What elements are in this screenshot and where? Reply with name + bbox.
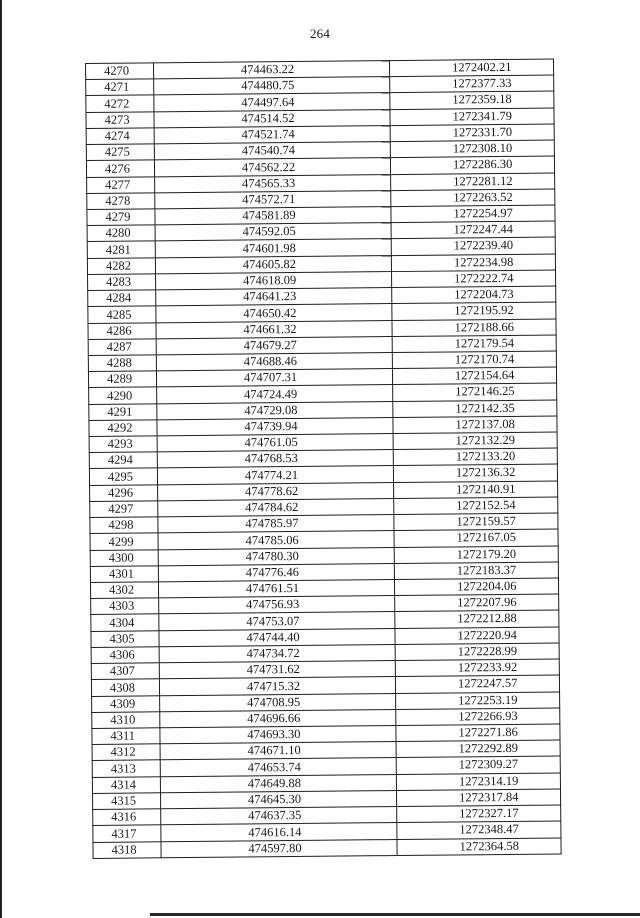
y-coordinate-cell: 1272159.57 [394, 513, 558, 531]
row-number-cell: 4296 [90, 485, 158, 502]
y-coordinate-cell: 1272253.19 [396, 692, 560, 710]
x-coordinate-cell: 474776.46 [158, 563, 394, 581]
row-number-cell: 4279 [87, 209, 155, 226]
page-number: 264 [309, 26, 331, 41]
y-coordinate-cell: 1272314.19 [396, 773, 560, 791]
y-coordinate-cell: 1272207.96 [395, 594, 559, 612]
scan-edge-bottom [150, 913, 640, 916]
row-number-cell: 4318 [93, 841, 161, 858]
x-coordinate-cell: 474540.74 [154, 142, 390, 160]
row-number-cell: 4313 [92, 760, 160, 777]
y-coordinate-cell: 1272132.29 [393, 432, 557, 450]
row-number-cell: 4271 [86, 79, 154, 96]
row-number-cell: 4289 [88, 371, 156, 388]
y-coordinate-cell: 1272247.57 [395, 675, 559, 693]
y-coordinate-cell: 1272359.18 [390, 91, 554, 109]
row-number-cell: 4280 [87, 225, 155, 242]
y-coordinate-cell: 1272146.25 [393, 383, 557, 401]
row-number-cell: 4283 [88, 274, 156, 291]
y-coordinate-cell: 1272136.32 [393, 464, 557, 482]
row-number-cell: 4315 [93, 793, 161, 810]
y-coordinate-cell: 1272286.30 [390, 156, 554, 174]
x-coordinate-cell: 474463.22 [154, 61, 390, 79]
x-coordinate-cell: 474724.49 [157, 385, 393, 403]
row-number-cell: 4293 [89, 436, 157, 453]
row-number-cell: 4307 [91, 663, 159, 680]
x-coordinate-cell: 474653.74 [160, 758, 396, 776]
x-coordinate-cell: 474521.74 [154, 125, 390, 143]
y-coordinate-cell: 1272188.66 [392, 318, 556, 336]
y-coordinate-cell: 1272327.17 [397, 805, 561, 823]
y-coordinate-cell: 1272195.92 [392, 302, 556, 320]
y-coordinate-cell: 1272179.54 [392, 335, 556, 353]
y-coordinate-cell: 1272234.98 [391, 254, 555, 272]
x-coordinate-cell: 474679.27 [156, 336, 392, 354]
table-row [93, 837, 561, 858]
x-coordinate-cell: 474645.30 [161, 790, 397, 808]
y-coordinate-cell: 1272309.27 [396, 756, 560, 774]
x-coordinate-cell: 474784.62 [158, 498, 394, 516]
row-number-cell: 4302 [90, 582, 158, 599]
row-number-cell: 4273 [86, 111, 154, 128]
x-coordinate-cell: 474497.64 [154, 93, 390, 111]
x-coordinate-cell: 474581.89 [155, 207, 391, 225]
y-coordinate-cell: 1272281.12 [391, 173, 555, 191]
row-number-cell: 4275 [86, 144, 154, 161]
x-coordinate-cell: 474785.97 [158, 515, 394, 533]
row-number-cell: 4277 [87, 176, 155, 193]
x-coordinate-cell: 474731.62 [159, 661, 395, 679]
y-coordinate-cell: 1272341.79 [390, 108, 554, 126]
x-coordinate-cell: 474661.32 [156, 320, 392, 338]
x-coordinate-cell: 474671.10 [160, 742, 396, 760]
y-coordinate-cell: 1272154.64 [392, 367, 556, 385]
x-coordinate-cell: 474649.88 [160, 774, 396, 792]
y-coordinate-cell: 1272179.20 [394, 546, 558, 564]
x-coordinate-cell: 474739.94 [157, 417, 393, 435]
y-coordinate-cell: 1272212.88 [395, 610, 559, 628]
y-coordinate-cell: 1272292.89 [396, 740, 560, 758]
y-coordinate-cell: 1272170.74 [392, 351, 556, 369]
row-number-cell: 4312 [92, 744, 160, 761]
row-number-cell: 4288 [88, 355, 156, 372]
row-number-cell: 4301 [90, 566, 158, 583]
x-coordinate-cell: 474641.23 [156, 288, 392, 306]
row-number-cell: 4285 [88, 306, 156, 323]
x-coordinate-cell: 474650.42 [156, 304, 392, 322]
row-number-cell: 4294 [89, 452, 157, 469]
row-number-cell: 4305 [91, 630, 159, 647]
row-number-cell: 4270 [86, 63, 154, 80]
y-coordinate-cell: 1272247.44 [391, 221, 555, 239]
row-number-cell: 4317 [93, 825, 161, 842]
x-coordinate-cell: 474616.14 [161, 823, 397, 841]
x-coordinate-cell: 474592.05 [155, 223, 391, 241]
x-coordinate-cell: 474778.62 [158, 482, 394, 500]
row-number-cell: 4281 [87, 241, 155, 258]
x-coordinate-cell: 474597.80 [161, 839, 397, 857]
x-coordinate-cell: 474774.21 [157, 466, 393, 484]
row-number-cell: 4295 [89, 468, 157, 485]
y-coordinate-cell: 1272271.86 [396, 724, 560, 742]
y-coordinate-cell: 1272133.20 [393, 448, 557, 466]
row-number-cell: 4310 [92, 712, 160, 729]
x-coordinate-cell: 474605.82 [155, 255, 391, 273]
x-coordinate-cell: 474708.95 [160, 693, 396, 711]
row-number-cell: 4292 [89, 420, 157, 437]
x-coordinate-cell: 474785.06 [158, 531, 394, 549]
row-number-cell: 4300 [90, 549, 158, 566]
row-number-cell: 4291 [89, 403, 157, 420]
y-coordinate-cell: 1272222.74 [392, 270, 556, 288]
x-coordinate-cell: 474688.46 [156, 353, 392, 371]
row-number-cell: 4297 [90, 501, 158, 518]
y-coordinate-cell: 1272220.94 [395, 627, 559, 645]
x-coordinate-cell: 474696.66 [160, 709, 396, 727]
row-number-cell: 4278 [87, 193, 155, 210]
x-coordinate-cell: 474562.22 [154, 158, 390, 176]
row-number-cell: 4311 [92, 728, 160, 745]
row-number-cell: 4316 [93, 809, 161, 826]
x-coordinate-cell: 474707.31 [156, 369, 392, 387]
y-coordinate-cell: 1272348.47 [397, 821, 561, 839]
y-coordinate-cell: 1272204.06 [394, 578, 558, 596]
row-number-cell: 4286 [88, 322, 156, 339]
y-coordinate-cell: 1272152.54 [394, 497, 558, 515]
y-coordinate-cell: 1272308.10 [390, 140, 554, 158]
row-number-cell: 4290 [89, 387, 157, 404]
row-number-cell: 4274 [86, 128, 154, 145]
row-number-cell: 4314 [92, 776, 160, 793]
x-coordinate-cell: 474480.75 [154, 77, 390, 95]
x-coordinate-cell: 474734.72 [159, 644, 395, 662]
row-number-cell: 4309 [92, 695, 160, 712]
row-number-cell: 4298 [90, 517, 158, 534]
x-coordinate-cell: 474761.05 [157, 434, 393, 452]
y-coordinate-cell: 1272364.58 [397, 837, 561, 855]
y-coordinate-cell: 1272140.91 [394, 481, 558, 499]
row-number-cell: 4303 [91, 598, 159, 615]
coordinate-table [85, 59, 561, 858]
x-coordinate-cell: 474637.35 [161, 807, 397, 825]
x-coordinate-cell: 474761.51 [158, 580, 394, 598]
y-coordinate-cell: 1272402.21 [389, 59, 553, 77]
y-coordinate-cell: 1272233.92 [395, 659, 559, 677]
x-coordinate-cell: 474565.33 [155, 174, 391, 192]
x-coordinate-cell: 474780.30 [158, 547, 394, 565]
row-number-cell: 4308 [91, 679, 159, 696]
x-coordinate-cell: 474715.32 [159, 677, 395, 695]
data-table [85, 58, 562, 858]
y-coordinate-cell: 1272137.08 [393, 416, 557, 434]
x-coordinate-cell: 474693.30 [160, 726, 396, 744]
y-coordinate-cell: 1272204.73 [392, 286, 556, 304]
table-body [86, 59, 562, 858]
x-coordinate-cell: 474618.09 [156, 271, 392, 289]
row-number-cell: 4284 [88, 290, 156, 307]
x-coordinate-cell: 474756.93 [159, 596, 395, 614]
row-number-cell: 4304 [91, 614, 159, 631]
y-coordinate-cell: 1272317.84 [396, 789, 560, 807]
x-coordinate-cell: 474514.52 [154, 109, 390, 127]
x-coordinate-cell: 474601.98 [155, 239, 391, 257]
y-coordinate-cell: 1272263.52 [391, 189, 555, 207]
y-coordinate-cell: 1272254.97 [391, 205, 555, 223]
row-number-cell: 4306 [91, 647, 159, 664]
y-coordinate-cell: 1272183.37 [394, 562, 558, 580]
row-number-cell: 4299 [90, 533, 158, 550]
row-number-cell: 4272 [86, 95, 154, 112]
y-coordinate-cell: 1272228.99 [395, 643, 559, 661]
row-number-cell: 4287 [88, 339, 156, 356]
x-coordinate-cell: 474744.40 [159, 628, 395, 646]
row-number-cell: 4282 [87, 257, 155, 274]
x-coordinate-cell: 474768.53 [157, 450, 393, 468]
y-coordinate-cell: 1272331.70 [390, 124, 554, 142]
y-coordinate-cell: 1272167.05 [394, 529, 558, 547]
x-coordinate-cell: 474729.08 [157, 401, 393, 419]
x-coordinate-cell: 474753.07 [159, 612, 395, 630]
y-coordinate-cell: 1272142.35 [393, 400, 557, 418]
scan-edge-left [0, 0, 2, 918]
y-coordinate-cell: 1272377.33 [390, 75, 554, 93]
y-coordinate-cell: 1272266.93 [396, 708, 560, 726]
row-number-cell: 4276 [86, 160, 154, 177]
x-coordinate-cell: 474572.71 [155, 190, 391, 208]
y-coordinate-cell: 1272239.40 [391, 237, 555, 255]
